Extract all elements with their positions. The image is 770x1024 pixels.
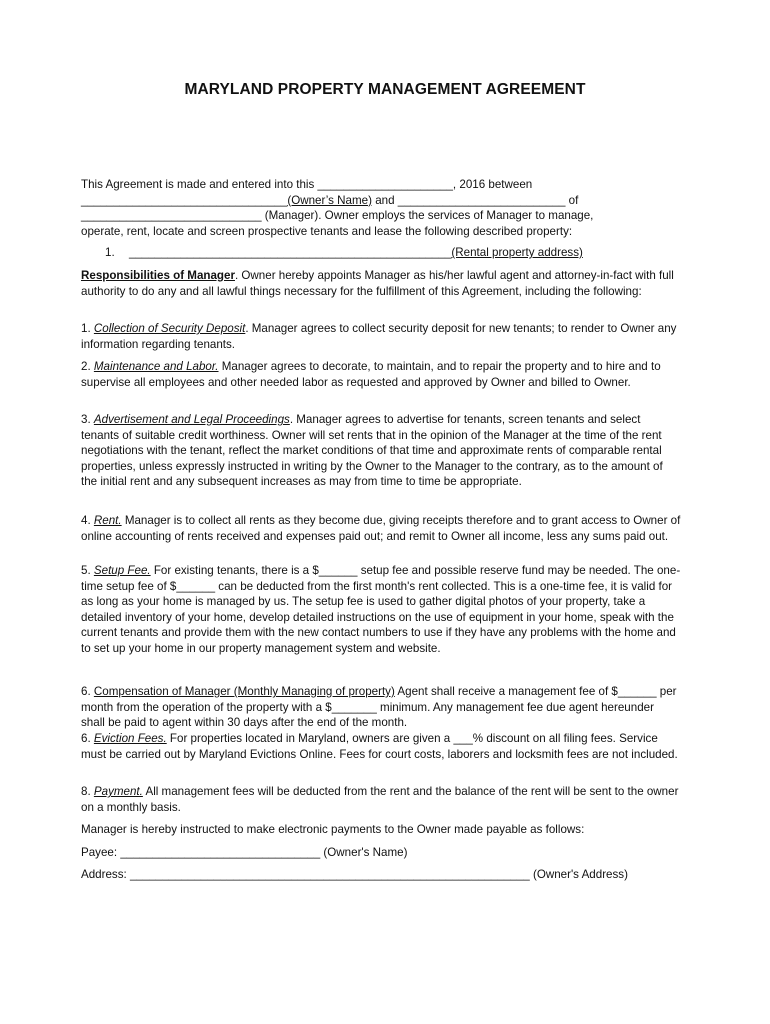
address-line: Address: ______________________________________________________________ (Owner's Address) — [81, 868, 628, 881]
section-number: 1. — [81, 322, 94, 335]
intro-paragraph — [81, 177, 681, 239]
section-heading: Maintenance and Labor. — [93, 360, 219, 373]
section-text: Agent shall receive a management fee of $______ per month from the operation of the property with a $_______ minimum. Any management fee due agent hereunder shall be paid to agent within 30 days after the end of the month. — [81, 685, 677, 730]
owner-name-label: (Owner’s Name) — [287, 193, 372, 207]
section-text: . Manager agrees to advertise for tenants, screen tenants and select tenants of suitable credit worthiness. Owner will set rents that in the opinion of the Manager at the time of the rent negotiations with the tenant, reflect the market conditions of that time and approximate rents of comparable rental properties, unless expressly instructed in writing by the Owner to the Manager to the contrary, as to the amount of the initial rent and any subsequent increases as may from time to time be appropriate. — [81, 413, 663, 489]
section-heading: Rent. — [93, 514, 122, 527]
section-text: Manager agrees to decorate, to maintain, and to repair the property and to hire and to supervise all employees and other needed labor as requested and approved by Owner and billed to Owner. — [81, 360, 661, 389]
responsibilities-paragraph — [81, 268, 681, 299]
section-heading: Advertisement and Legal Proceedings — [93, 413, 290, 426]
section-eviction-fees — [81, 731, 681, 762]
section-heading: Collection of Security Deposit — [93, 322, 246, 335]
payee-line: Payee: _______________________________ (Owner's Name) — [81, 846, 408, 859]
document-title: MARYLAND PROPERTY MANAGEMENT AGREEMENT — [184, 81, 586, 98]
section-text: For existing tenants, there is a $______ setup fee and possible reserve fund may be needed. The one-time setup fee of $______ can be deducted from the first month's rent collected. This is a one-time fee, it is valid for as long as your home is managed by us. The setup fee is used to gather digital photos of your property, take a detailed inventory of your home, develop detailed instructions on the use of equipment in your home, speak with the current tenants and provide them with the new contact numbers to use if they have any problems with the home and to set up your home in our property management system and website. — [81, 564, 681, 655]
section-8 — [81, 784, 681, 815]
property-address-line — [129, 246, 613, 259]
section-text: For properties located in Maryland, owners are given a ___% discount on all filing fees. Service must be carried out by Maryland Evictions Online. Fees for court costs, laborers and locksmith fees are not included. — [81, 732, 678, 761]
section-6 — [81, 684, 681, 731]
intro-line-4: operate, rent, locate and screen prospective tenants and lease the following described property: — [81, 224, 573, 238]
intro-line-1: This Agreement is made and entered into this _____________________, 2016 between — [81, 178, 533, 191]
manager-name-blank: and __________________________ of — [371, 193, 579, 207]
payment-instruction: Manager is hereby instructed to make electronic payments to the Owner made payable as follows: — [81, 823, 585, 836]
section-heading: Payment. — [93, 785, 143, 798]
section-number: 2. — [81, 360, 94, 373]
property-address-label: (Rental property address) — [451, 246, 583, 259]
section-1 — [81, 321, 681, 352]
section-heading: Eviction Fees. — [93, 732, 167, 745]
section-text: Manager is to collect all rents as they become due, giving receipts therefore and to grant access to Owner of online accounting of rents received and expenses paid out; and remit to Owner all income, less any sums paid out. — [81, 514, 681, 543]
section-2 — [81, 359, 681, 390]
section-text: . Manager agrees to collect security deposit for new tenants; to render to Owner any information regarding tenants. — [81, 322, 677, 351]
property-address-blank: __________________________________________________ — [129, 246, 452, 259]
section-text: All management fees will be deducted from the rent and the balance of the rent will be sent to the owner on a monthly basis. — [81, 785, 679, 814]
section-5 — [81, 563, 681, 657]
section-3 — [81, 412, 681, 490]
responsibilities-text: . Owner hereby appoints Manager as his/her lawful agent and attorney-in-fact with full authority to do any and all lawful things necessary for the fulfillment of this Agreement, including the following: — [81, 269, 674, 298]
section-heading: Setup Fee. — [93, 564, 151, 577]
section-number: 8. — [81, 785, 94, 798]
section-heading: Compensation of Manager (Monthly Managing of property) — [93, 685, 395, 698]
section-number: 6. — [81, 685, 94, 698]
section-4 — [81, 513, 681, 544]
responsibilities-heading: Responsibilities of Manager — [81, 269, 235, 282]
section-number: 3. — [81, 413, 94, 426]
property-item-number: 1. — [105, 246, 115, 259]
section-number: 6. — [81, 732, 94, 745]
owner-name-blank: ________________________________ — [81, 193, 288, 207]
section-number: 4. — [81, 514, 94, 527]
section-number: 5. — [81, 564, 94, 577]
intro-line-3: ____________________________ (Manager). Owner employs the services of Manager to manage, — [81, 209, 594, 223]
